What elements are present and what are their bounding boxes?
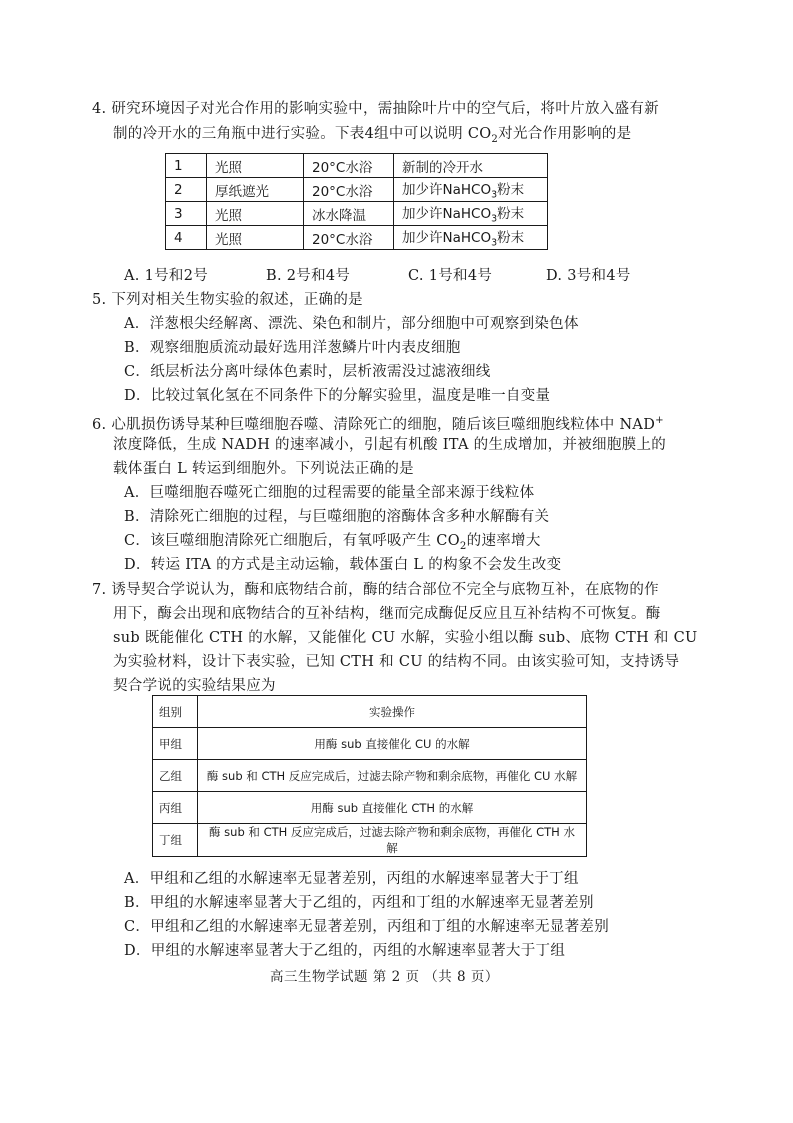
q7-line1: 7. 诱导契合学说认为，酶和底物结合前，酶的结合部位不完全与底物互补，在底物的作 bbox=[92, 582, 659, 598]
table-row bbox=[153, 760, 587, 792]
row-number: 3 bbox=[166, 202, 207, 226]
q4-option-b[interactable]: B. 2号和4号 bbox=[266, 268, 351, 284]
q6-option-c[interactable] bbox=[124, 531, 541, 557]
water-condition bbox=[394, 226, 548, 250]
q6-line2: 浓度降低，生成 NADH 的速率减小，引起有机酸 ITA 的生成增加，并被细胞膜上的 bbox=[113, 437, 667, 453]
q4-option-c[interactable]: C. 1号和4号 bbox=[408, 268, 493, 284]
table-row bbox=[166, 178, 548, 202]
water-text: 加少许NaHCO bbox=[402, 206, 492, 223]
row-number: 1 bbox=[166, 154, 207, 178]
temperature-condition: 20°C水浴 bbox=[304, 226, 394, 250]
temperature-condition: 20°C水浴 bbox=[304, 178, 394, 202]
water-sub: 3 bbox=[491, 237, 498, 249]
q6-option-c-sub: 2 bbox=[459, 540, 467, 552]
q6-line3: 载体蛋白 L 转运到细胞外。下列说法正确的是 bbox=[113, 461, 414, 477]
table-row bbox=[166, 154, 548, 178]
water-tail: 粉末 bbox=[497, 230, 525, 247]
water-text: 加少许NaHCO bbox=[402, 230, 492, 247]
water-text: 新制的冷开水 bbox=[402, 159, 483, 176]
q5-option-d[interactable]: D．比较过氧化氢在不同条件下的分解实验里，温度是唯一自变量 bbox=[124, 388, 551, 404]
temperature-condition: 20°C水浴 bbox=[304, 154, 394, 178]
group-name: 乙组 bbox=[153, 760, 198, 792]
table-header-row bbox=[153, 696, 587, 728]
water-text: 加少许NaHCO bbox=[402, 182, 492, 199]
q7-option-d[interactable]: D．甲组的水解速率显著大于乙组的，丙组的水解速率显著大于丁组 bbox=[124, 943, 566, 959]
table-row bbox=[166, 202, 548, 226]
water-condition bbox=[394, 178, 548, 202]
q6-line1-pre: 6. 心肌损伤诱导某种巨噬细胞吞噬、清除死亡的细胞，随后该巨噬细胞线粒体中 NAD bbox=[92, 416, 656, 433]
row-number: 2 bbox=[166, 178, 207, 202]
q5-option-a[interactable]: A．洋葱根尖经解离、漂洗、染色和制片，部分细胞中可观察到染色体 bbox=[124, 316, 579, 332]
q5-option-c[interactable]: C．纸层析法分离叶绿体色素时，层析液需没过滤液细线 bbox=[124, 364, 491, 380]
q6-line1 bbox=[92, 411, 664, 435]
q7-option-a[interactable]: A．甲组和乙组的水解速率无显著差别，丙组的水解速率显著大于丁组 bbox=[124, 871, 579, 887]
table-row bbox=[153, 792, 587, 824]
group-operation: 酶 sub 和 CTH 反应完成后，过滤去除产物和剩余底物，再催化 CTH 水解 bbox=[198, 824, 587, 857]
q6-line1-sup: + bbox=[655, 415, 664, 426]
table-row bbox=[166, 226, 548, 250]
q7-table bbox=[152, 695, 587, 857]
light-condition: 厚纸遮光 bbox=[207, 178, 304, 202]
light-condition: 光照 bbox=[207, 202, 304, 226]
group-operation: 用酶 sub 直接催化 CTH 的水解 bbox=[198, 792, 587, 824]
group-name: 丁组 bbox=[153, 824, 198, 857]
water-condition bbox=[394, 154, 548, 178]
q4-line2-pre: 制的冷开水的三角瓶中进行实验。下表4组中可以说明 CO bbox=[113, 126, 492, 142]
q6-option-b[interactable]: B．清除死亡细胞的过程，与巨噬细胞的溶酶体含多种水解酶有关 bbox=[124, 509, 550, 525]
q4-option-a[interactable]: A. 1号和2号 bbox=[124, 268, 209, 284]
q4-line2-sub: 2 bbox=[491, 133, 499, 145]
table-row bbox=[153, 728, 587, 760]
q4-line2 bbox=[113, 124, 631, 150]
water-condition bbox=[394, 202, 548, 226]
water-sub: 3 bbox=[491, 213, 498, 225]
q6-option-c-pre: C．该巨噬细胞清除死亡细胞后，有氧呼吸产生 CO bbox=[124, 533, 460, 549]
header-operation: 实验操作 bbox=[198, 696, 587, 728]
q6-option-c-post: 的速率增大 bbox=[466, 533, 541, 549]
q5-stem: 5. 下列对相关生物实验的叙述，正确的是 bbox=[92, 292, 363, 308]
temperature-condition: 冰水降温 bbox=[304, 202, 394, 226]
group-operation: 酶 sub 和 CTH 反应完成后，过滤去除产物和剩余底物，再催化 CU 水解 bbox=[198, 760, 587, 792]
group-operation: 用酶 sub 直接催化 CU 的水解 bbox=[198, 728, 587, 760]
q7-line5: 契合学说的实验结果应为 bbox=[113, 678, 276, 694]
q7-option-b[interactable]: B．甲组的水解速率显著大于乙组的，丙组和丁组的水解速率无显著差别 bbox=[124, 895, 594, 911]
q4-line1: 4. 研究环境因子对光合作用的影响实验中，需抽除叶片中的空气后，将叶片放入盛有新 bbox=[92, 101, 659, 117]
q7-line4: 为实验材料，设计下表实验，已知 CTH 和 CU 的结构不同。由该实验可知，支持诱导 bbox=[113, 654, 680, 670]
water-tail: 粉末 bbox=[497, 206, 525, 223]
q5-option-b[interactable]: B．观察细胞质流动最好选用洋葱鳞片叶内表皮细胞 bbox=[124, 340, 461, 356]
q4-line2-post: 对光合作用影响的是 bbox=[498, 126, 632, 142]
light-condition: 光照 bbox=[207, 226, 304, 250]
q7-line2: 用下，酶会出现和底物结合的互补结构，继而完成酶促反应且互补结构不可恢复。酶 bbox=[113, 606, 661, 622]
water-tail: 粉末 bbox=[497, 182, 525, 199]
table-row bbox=[153, 824, 587, 857]
q6-option-d[interactable]: D．转运 ITA 的方式是主动运输，载体蛋白 L 的构象不会发生改变 bbox=[124, 557, 562, 573]
header-group: 组别 bbox=[153, 696, 198, 728]
q7-line3: sub 既能催化 CTH 的水解，又能催化 CU 水解，实验小组以酶 sub、底物 CTH 和 CU bbox=[113, 630, 698, 646]
water-sub: 3 bbox=[491, 189, 498, 201]
group-name: 甲组 bbox=[153, 728, 198, 760]
page-footer: 高三生物学试题 第 2 页 （共 8 页） bbox=[270, 969, 499, 985]
q4-option-d[interactable]: D. 3号和4号 bbox=[546, 268, 631, 284]
row-number: 4 bbox=[166, 226, 207, 250]
q6-option-a[interactable]: A．巨噬细胞吞噬死亡细胞的过程需要的能量全部来源于线粒体 bbox=[124, 485, 535, 501]
q4-table bbox=[165, 153, 548, 250]
q7-option-c[interactable]: C．甲组和乙组的水解速率无显著差别，丙组和丁组的水解速率无显著差别 bbox=[124, 919, 609, 935]
group-name: 丙组 bbox=[153, 792, 198, 824]
light-condition: 光照 bbox=[207, 154, 304, 178]
